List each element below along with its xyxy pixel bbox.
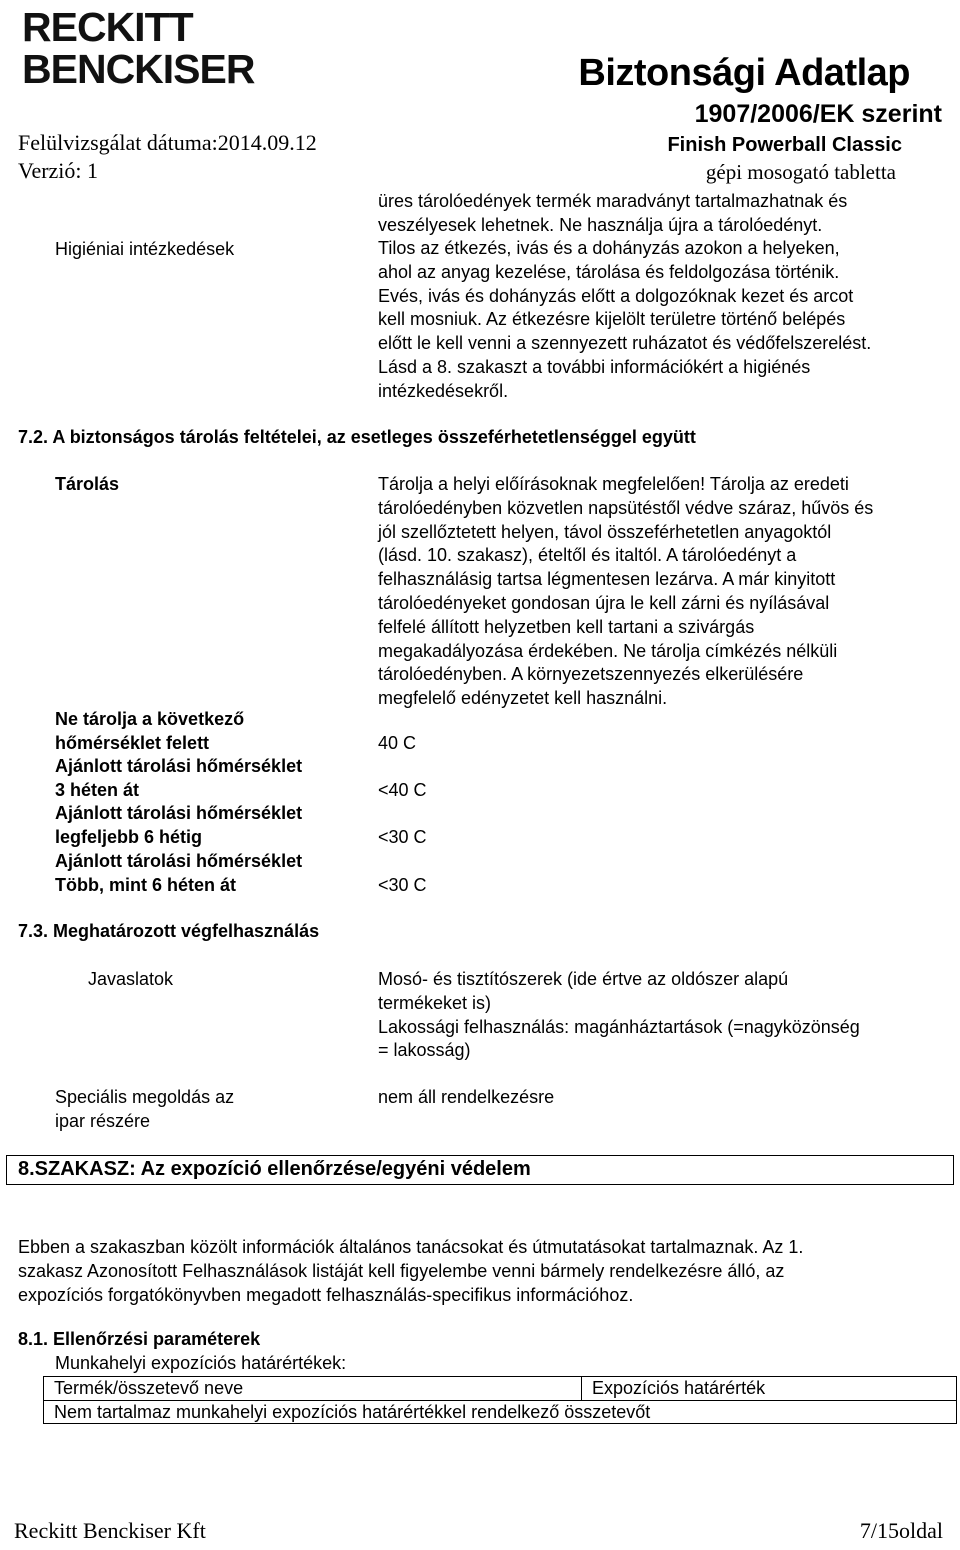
previous-handling-text: üres tárolóedények termék maradványt tartalmazhatnak és veszélyesek lehetnek. Ne használja újra a tárolóedényt. xyxy=(378,191,848,235)
table-row xyxy=(44,1377,957,1401)
hygiene-text: Tilos az étkezés, ivás és a dohányzás azokon a helyeken, ahol az anyag kezelése, tárolása és feldolgozása történik. Evés, ivás és dohányzás előtt a dolgozóknak kezet és arcot kell mosniuk. Az étkezésre kijelölt területre történő belépés előtt le kell venni a szennyezett ruházatot és védőfelszerelést. Lásd a 8. szakaszt a további információkért a higiénés intézkedésekről. xyxy=(378,238,872,401)
footer-page-number: 7/15oldal xyxy=(859,1518,943,1543)
subsection-8-1-subtitle: Munkahelyi expozíciós határértékek: xyxy=(55,1353,347,1373)
footer-company: Reckitt Benckiser Kft xyxy=(14,1518,206,1543)
version: Verzió: 1 xyxy=(18,158,99,183)
table-header-component: Termék/összetevő neve xyxy=(44,1377,582,1401)
product-type: gépi mosogató tabletta xyxy=(705,160,896,184)
subsection-8-1-title: 8.1. Ellenőrzési paraméterek xyxy=(18,1329,261,1349)
subsection-7-3-title: 7.3. Meghatározott végfelhasználás xyxy=(18,921,320,941)
hygiene-label: Higiéniai intézkedések xyxy=(55,239,235,259)
temp-label-3-weeks: Ajánlott tárolási hőmérséklet 3 héten át xyxy=(55,756,303,800)
storage-text: Tárolja a helyi előírásoknak megfelelően! Tárolja az eredeti tárolóedényben közvetlen napsütéstől védve száraz, hűvös és jól szellőztetett helyen, távol összeférhetetlen anyagoktól (lásd. 10. szakasz), ételtől és italtól. A tárolóedényt a felhasználásig tartsa légmentesen lezárva. A már kinyitott tárolóedényeket gondosan újra le kell zárni és nyílásával felfelé állított helyzetben kell tartani a szivárgás megakadályozása érdekében. Ne tárolja címkézés nélküli tárolóedényben. A környezetszennyezés elkerülésére megfelelő edényzetet kell használni. xyxy=(378,474,874,709)
temp-label-max: Ne tárolja a következő hőmérséklet felett xyxy=(55,709,245,753)
temp-value-max: 40 C xyxy=(378,733,417,753)
section-8-title: 8.SZAKASZ: Az expozíció ellenőrzése/egyéni védelem xyxy=(18,1158,531,1180)
storage-label: Tárolás xyxy=(55,474,120,494)
table-row xyxy=(44,1400,957,1424)
temp-value-6-weeks: <30 C xyxy=(378,827,427,847)
subsection-7-2-title: 7.2. A biztonságos tárolás feltételei, az esetleges összeférhetetlenséggel együtt xyxy=(18,427,696,447)
section-8-intro: Ebben a szakaszban közölt információk általános tanácsokat és útmutatásokat tartalmaznak. Az 1. szakasz Azonosított Felhasználások listáját kell figyelembe venni bármely rendelkezésre álló, az expozíciós forgatókönyvben megadott felhasználás-specifikus információhoz. xyxy=(18,1237,804,1305)
logo-line-2: BENCKISER xyxy=(22,46,255,92)
exposure-limits-table xyxy=(43,1376,957,1424)
table-header-limit: Expozíciós határérték xyxy=(582,1377,957,1401)
revision-date: Felülvizsgálat dátuma:2014.09.12 xyxy=(18,130,317,155)
temp-label-6-weeks: Ajánlott tárolási hőmérséklet legfeljebb 6 hétig xyxy=(55,803,303,847)
company-logo xyxy=(22,4,255,96)
industry-solution-label: Speciális megoldás az ipar részére xyxy=(55,1087,235,1131)
document-title: Biztonsági Adatlap xyxy=(578,52,910,94)
temp-value-over-6-weeks: <30 C xyxy=(378,875,427,895)
temp-value-3-weeks: <40 C xyxy=(378,780,427,800)
industry-solution-value: nem áll rendelkezésre xyxy=(378,1087,555,1107)
table-cell-no-components: Nem tartalmaz munkahelyi expozíciós határértékkel rendelkező összetevőt xyxy=(44,1400,957,1424)
recommendations-label: Javaslatok xyxy=(88,969,174,989)
logo-line-1: RECKITT xyxy=(22,4,193,50)
recommendations-text: Mosó- és tisztítószerek (ide értve az oldószer alapú termékeket is) Lakossági felhasználás: magánháztartások (=nagyközönség = lakosság) xyxy=(378,969,860,1061)
temp-label-over-6-weeks: Ajánlott tárolási hőmérséklet Több, mint 6 héten át xyxy=(55,851,303,895)
document-regulation: 1907/2006/EK szerint xyxy=(694,100,942,128)
product-name: Finish Powerball Classic xyxy=(667,134,902,156)
